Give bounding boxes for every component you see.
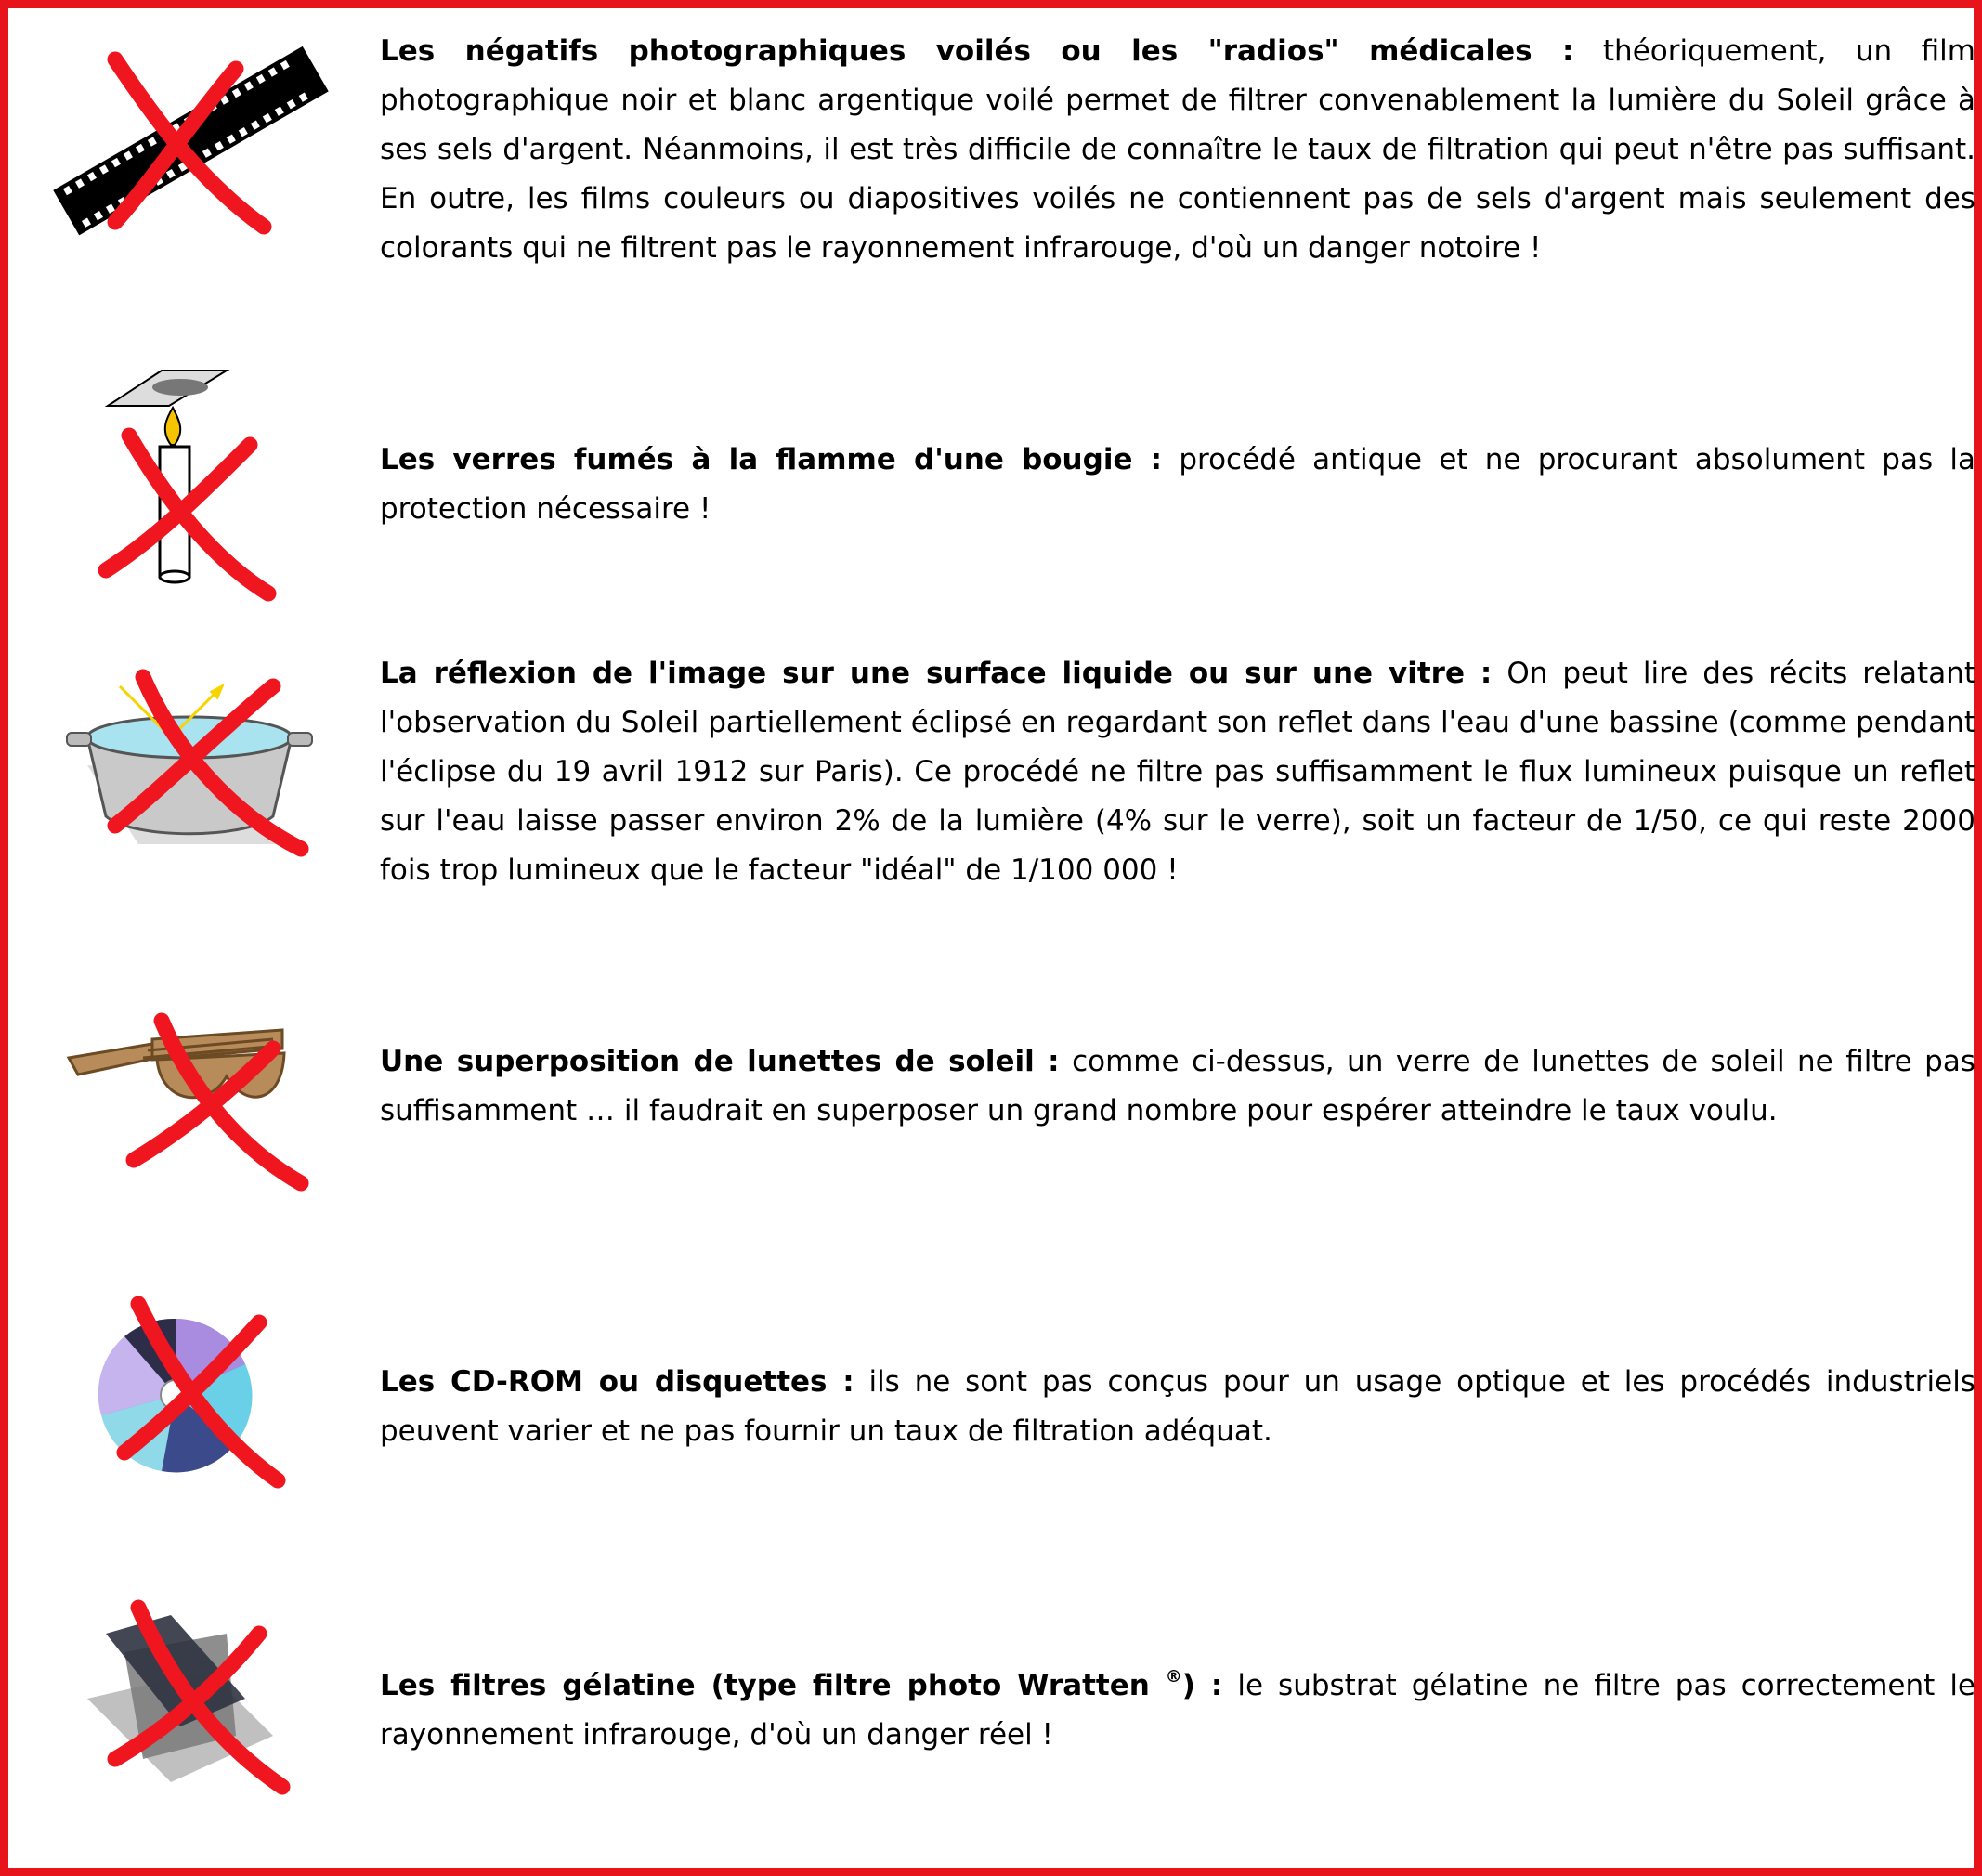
item-title [380,1669,1222,1702]
item-title: Les négatifs photographiques voilés ou les "radios" médicales : [380,34,1574,68]
item-title: Une superposition de lunettes de soleil : [380,1045,1060,1078]
item-title: Les verres fumés à la flamme d'une bougie : [380,443,1163,476]
item-paragraph [380,1661,1975,1760]
item-paragraph [380,649,1975,895]
item-paragraph [380,1037,1975,1136]
candle-illustration [50,361,329,603]
crossed-cd-rom-icon [50,1295,329,1499]
item-body: théoriquement, un film photographique noir et blanc argentique voilé permet de filtrer convenablement la lumière du Soleil grâce à ses sels d'argent. Néanmoins, il est très difficile de connaître le taux de filtration qui peut n'être pas suffisant. En outre, les films couleurs ou diapositives voilés ne contiennent pas de sels d'argent mais seulement des colorants qui ne filtrent pas le rayonnement infrarouge, d'où un danger notoire ! [380,34,1975,265]
item-paragraph [380,436,1975,534]
item-body: On peut lire des récits relatant l'observation du Soleil partiellement éclipsé en regardant son reflet dans l'eau d'une bassine (comme pendant l'éclipse du 19 avril 1912 sur Paris). Ce procédé ne filtre pas suffisamment le flux lumineux puisque un reflet sur l'eau laisse passer environ 2% de la lumière (4% sur le verre), soit un facteur de 1/50, ce qui reste 2000 fois trop lumineux que le facteur "idéal" de 1/100 000 ! [380,657,1976,887]
crossed-film-strip-icon [50,41,329,241]
crossed-stacked-sunglasses-icon [50,993,329,1197]
registered-mark: ® [1165,1667,1182,1687]
crossed-candle-smoked-glass-icon [50,361,329,603]
item-title: La réflexion de l'image sur une surface liquide ou sur une vitre : [380,657,1493,690]
item-title-end: ) : [1181,1669,1223,1702]
crossed-water-basin-icon [50,658,329,863]
basin-illustration [50,658,329,863]
item-title-start: Les filtres gélatine (type filtre photo Wratten [380,1669,1166,1702]
sunglasses-illustration [50,993,329,1197]
gelatin-filters-illustration [50,1596,329,1801]
crossed-gelatin-filters-icon [50,1596,329,1801]
item-body: le substrat gélatine ne filtre pas correctement le rayonnement infrarouge, d'où un danger réel ! [380,1669,1976,1752]
item-paragraph [380,1358,1975,1456]
film-strip-illustration [50,41,329,241]
cd-rom-illustration [50,1295,329,1499]
item-body: procédé antique et ne procurant absolument pas la protection nécessaire ! [380,443,1975,526]
item-body: ils ne sont pas conçus pour un usage optique et les procédés industriels peuvent varier et ne pas fournir un taux de filtration adéquat. [380,1365,1976,1448]
item-title: Les CD-ROM ou disquettes : [380,1365,854,1399]
item-paragraph [380,27,1975,273]
item-body: comme ci-dessus, un verre de lunettes de soleil ne filtre pas suffisamment … il faudrait en superposer un grand nombre pour espérer atteindre le taux voulu. [380,1045,1975,1127]
